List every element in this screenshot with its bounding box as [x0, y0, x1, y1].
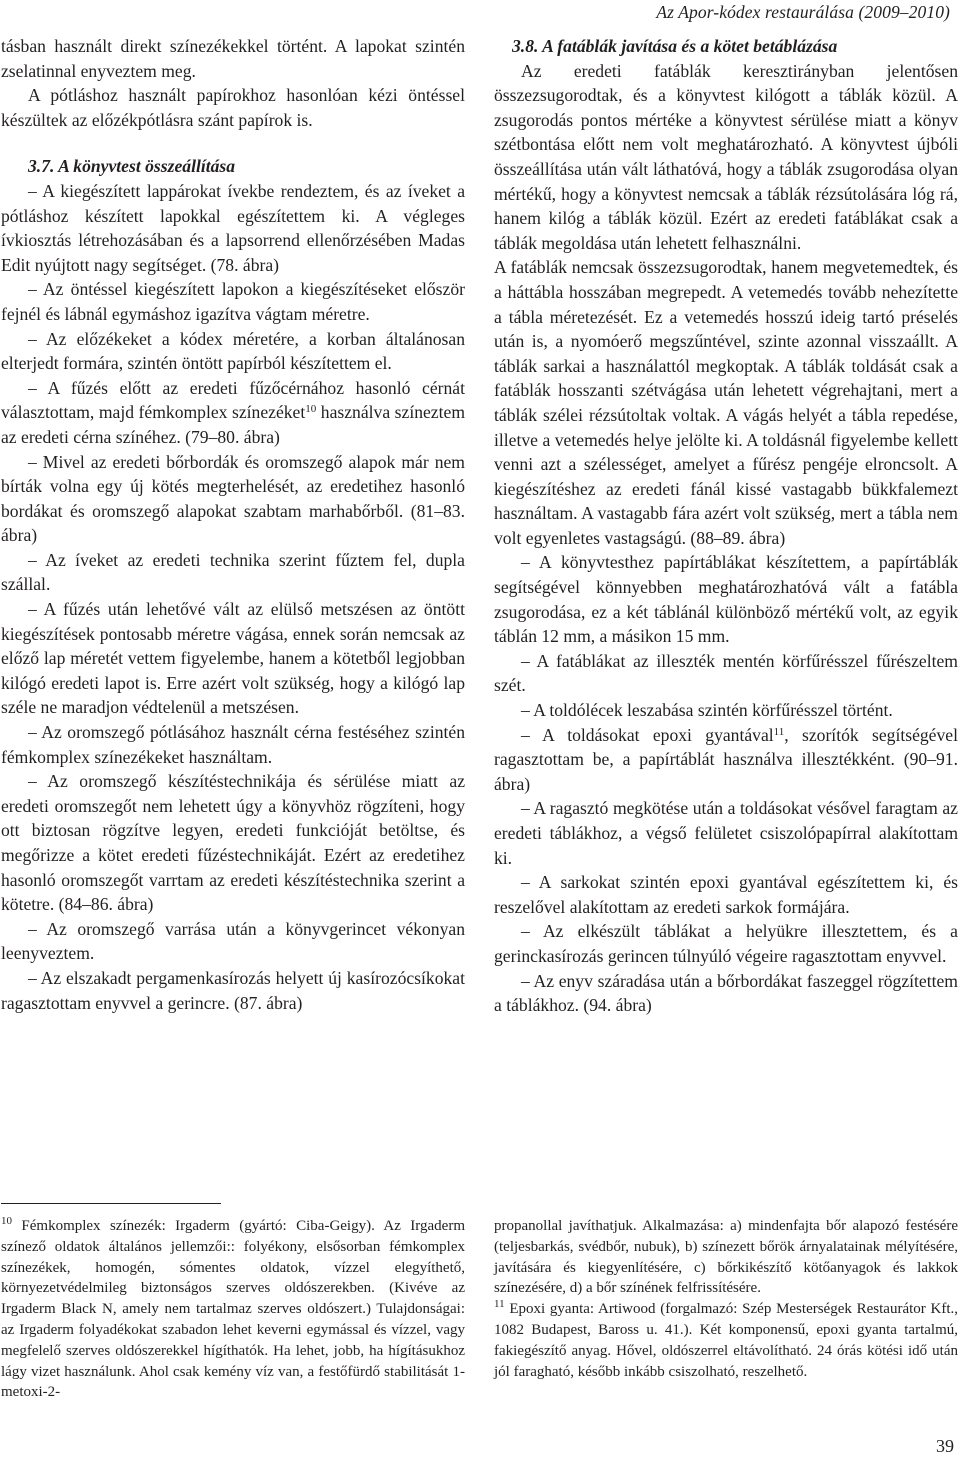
paragraph: – Mivel az eredeti bőrbordák és oromszegő alapok már nem bírták volna egy új kötés megterhelését, az eredetihez hasonló bordákat és oromszegő alapokat szabtam marhabőrből. (81–83. ábra) [1, 451, 465, 546]
paragraph: – A toldólécek leszabása szintén körfűrésszel történt. [521, 700, 893, 721]
footnote-rule [1, 1203, 221, 1204]
paragraph: – Az öntéssel kiegészített lapokon a kiegészítéseket először fejnél és lábnál egymáshoz igazítva vágtam méretre. [1, 279, 465, 324]
paragraph [1, 376, 465, 450]
paragraph: – A fatáblákat az illeszték mentén körfűrésszel fűrészeltem szét. [494, 650, 958, 696]
paragraph-text: , szorítók segítségével ragasztottam be, a papírtáblát használva illesztékként. (90–91. ábra) [494, 724, 958, 794]
footnote-number: 11 [494, 1298, 505, 1311]
paragraph: – Az oromszegő készítéstechnikája és sérülése miatt az eredeti oromszegőt nem lehetett úgy a könyvhöz rögzíteni, hogy ott biztosan rögzítve legyen, eredeti funkcióját betöltse, és megőrizze a kötet eredeti fűzéstechnikáját. Ezért az eredetihez hasonló oromszegőt varrtam az eredeti készítéstechnika szerint a kötetre. (84–86. ábra) [1, 771, 465, 915]
paragraph: – Az enyv száradása után a bőrbordákat faszeggel rögzítettem a táblákhoz. (94. ábra) [494, 970, 958, 1016]
paragraph-text: – A toldásokat epoxi gyantával [521, 724, 774, 745]
footnote-text: Fémkomplex színezék: Irgaderm (gyártó: Ciba-Geigy). Az Irgaderm színező oldatok általános jellemzői:: folyékony, elsősorban fémkomplex színezékek, homogén, sómentes oldatok, vízzel elegyíthető, környezetvédelmileg biztonságos szerves oldószerekben. (Kivéve az Irgaderm Black N, amely nem tartalmaz szerves oldószert.) Tulajdonságai: az Irgaderm folyadékokat szabadon lehet keverni egymással és vízzel, vagy megfelelő szerves oldószerekkel hígíthatók. Ha lehet, jobb, ha hígításukhoz lágy vizet használunk. Ahol csak kemény víz van, a festőfürdő stabilitását 1-metoxi-2- [1, 1218, 465, 1401]
paragraph-text: használva színeztem az eredeti cérna színéhez. (79–80. ábra) [1, 402, 465, 447]
footnote-continued: propanollal javíthatjuk. Alkalmazása: a) mindenfajta bőr alapozó festésére (teljesbarkás, svédbőr, nubuk), b) színezett bőrök árnyalatainak mélyítésére, javítására és kiegyenlítésére, c) bőrkikészítő kötőanyagok és lakkok színezésére, d) a bőr színének felfrissítésére. [494, 1218, 958, 1297]
footnote-ref: 11 [773, 725, 785, 738]
page-number: 39 [936, 1436, 954, 1456]
paragraph: A fatáblák nemcsak összezsugorodtak, hanem megvetemedtek, és a háttábla hosszában megrepedt. A vetemedés tovább nehezítette a tábla méretezését. Ez a vetemedés hosszú ideig tartó préselés után is, a nyomóerő megszűntével, szinte azonnal visszaállt. A táblák sarkai a használattól megkoptak. A táblák toldását csak a fatáblák hosszanti szétvágása után lehetett végrehajtani, mert a táblák szélei rézsútoltak voltak. A vágás helyét a tábla repedése, illetve a vetemedés helye jelölte ki. A toldásnál figyelembe kellett venni azt a szélességet, amelyet a fűrész pengéje elroncsolt. A kiegészítéshez az eredeti fánál kissé vastagabb bükkfalemezt használtam. A vastagabb fára azért volt szükség, mert a tábla nem volt egyenletes vastagságú. (88–89. ábra) [494, 257, 958, 548]
paragraph: – Az oromszegő varrása után a könyvgerincet vékonyan leenyveztem. [1, 918, 465, 964]
section-heading: 3.7. A könyvtest összeállítása [28, 156, 236, 177]
footnote [1, 1216, 465, 1403]
paragraph: – Az előzékeket a kódex méretére, a korban általánosan elterjedt formára, szintén öntött papírból készítettem el. [1, 328, 465, 374]
paragraph [494, 723, 958, 797]
paragraph: Az eredeti fatáblák keresztirányban jelentősen összezsugorodtak, és a könyvtest kilógott a táblák közül. A zsugorodás pontos mértéke a könyvtest sérülése miatt a könyv szétbontása előtt nem volt meghatározható. A könyvtest újbóli összeállítása után vált láthatóvá, hogy a táblák zsugorodása olyan mértékű, hogy a könyvtest nemcsak a táblák rézsútolására lóg rá, hanem kilóg a táblák közül. Ezért az eredeti fatáblákat csak a táblák megoldása után lehetett felhasználni. [494, 60, 958, 253]
paragraph: – A sarkokat szintén epoxi gyantával egészítettem ki, és reszelővel alakítottam az eredeti sarkok formájára. [494, 872, 958, 917]
footnote [494, 1299, 958, 1382]
paragraph: – Az elkészült táblákat a helyükre illesztettem, és a gerinckasírozás gerincen túlnyúló végeire ragasztottam enyvvel. [494, 921, 958, 966]
footnote-text: Epoxi gyanta: Artiwood (forgalmazó: Szép Mesterségek Restaurátor Kft., 1082 Budapest, Baross u. 41.). Két komponensű, epoxi gyanta tartalmú, fakiegészítő anyag. Hővel, oldószerrel eltávolítható. 24 órás kötési idő után jól faragható, később inkább csiszolható, reszelhető. [494, 1301, 958, 1380]
left-column [1, 34, 465, 1015]
section-heading: 3.8. A fatáblák javítása és a kötet betáblázása [512, 36, 838, 56]
paragraph: – A ragasztó megkötése után a toldásokat vésővel faragtam az eredeti táblákhoz, a végső felületet csiszolópapírral alakítottam ki. [494, 798, 958, 868]
running-head: Az Apor-kódex restaurálása (2009–2010) [656, 2, 950, 22]
paragraph-text: – A fűzés előtt az eredeti fűzőcérnához hasonló cérnát választottam, majd fémkomplex színezéket [1, 377, 465, 423]
paragraph: – A könyvtesthez papírtáblákat készítettem, a papírtáblák segítségével könnyebben meghatározhatóvá vált a fatábla zsugorodása, ez a két táblánál különböző mértékű volt, az egyik táblán 12 mm, a másikon 15 mm. [494, 552, 958, 647]
footnotes-right [494, 1216, 958, 1382]
paragraph: – Az íveket az eredeti technika szerint fűztem fel, dupla szállal. [1, 549, 465, 595]
paragraph: tásban használt direkt színezékekkel történt. A lapokat szintén zselatinnal enyveztem meg. [1, 36, 465, 81]
right-column [494, 34, 958, 1018]
paragraph: – Az oromszegő pótlásához használt cérna festéséhez szintén fémkomplex színezékeket használtam. [1, 722, 465, 767]
footnote-number: 10 [1, 1215, 12, 1227]
paragraph: – A kiegészített lappárokat ívekbe rendeztem, és az íveket a pótláshoz készített lapokkal egészítettem ki. A végleges ívkiosztás létrehozásában és a lapsorrend ellenőrzésében Madas Edit nyújtott nagy segítséget. (78. ábra) [1, 180, 465, 275]
paragraph: – Az elszakadt pergamenkasírozás helyett új kasírozócsíkokat ragasztottam enyvvel a gerincre. (87. ábra) [1, 967, 465, 1013]
paragraph: A pótláshoz használt papírokhoz hasonlóan kézi öntéssel készültek az előzékpótlásra szánt papírok is. [1, 85, 465, 130]
footnotes-left [1, 1216, 465, 1403]
paragraph: – A fűzés után lehetővé vált az elülső metszésen az öntött kiegészítések pontosabb méretre vágása, ennek során nemcsak az előző lap méretét vettem figyelembe, hanem a kötetből legjobban kilógó eredeti lapot is. Erre azért volt szükség, hogy a kilógó lap széle ne maradjon védtelenül a metszésen. [1, 599, 465, 718]
footnote-ref: 10 [305, 403, 317, 416]
